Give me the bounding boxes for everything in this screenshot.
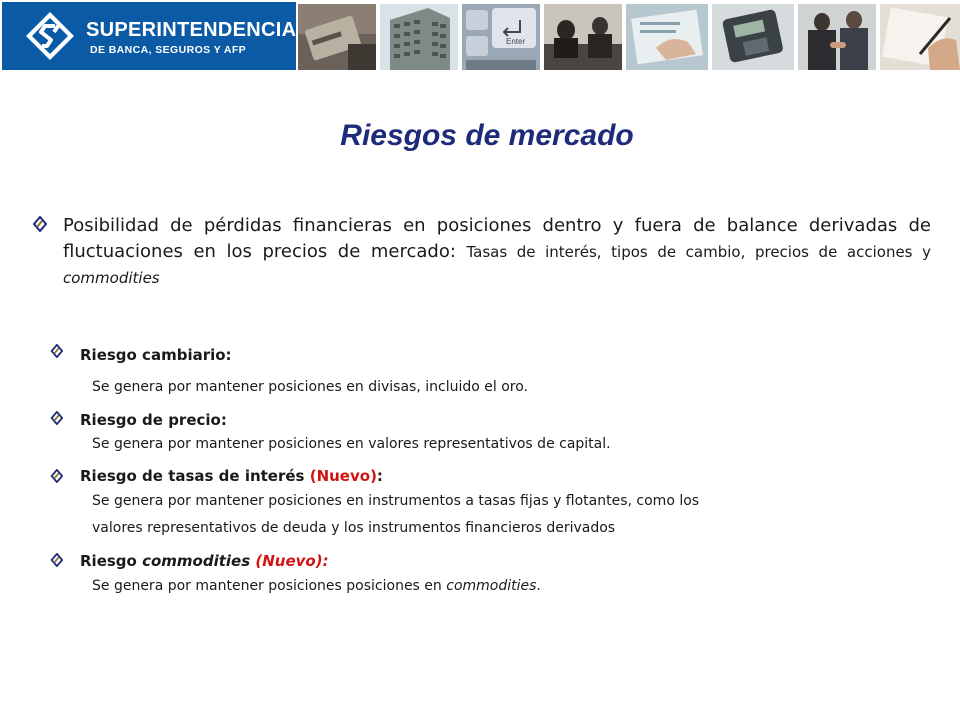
keyboard-enter-photo (462, 4, 540, 70)
item-heading (80, 467, 383, 485)
diamond-bullet-icon (49, 344, 63, 358)
intro-paragraph (63, 213, 931, 291)
item-heading-text: Riesgo (80, 552, 137, 570)
logo-text (86, 20, 296, 56)
item-body: Se genera por mantener posiciones en instrumentos a tasas fijas y flotantes, como los (92, 493, 700, 509)
header-banner (0, 0, 960, 72)
diamond-bullet-icon (31, 216, 47, 232)
item-heading (80, 552, 329, 570)
logo-title: SUPERINTENDENCIA (86, 19, 297, 41)
heading-suffix: : (322, 552, 329, 570)
item-heading-italic: commodities (142, 552, 251, 570)
item-body-end: . (536, 578, 541, 594)
diamond-bullet-icon (49, 469, 63, 483)
building-photo (380, 4, 458, 70)
intro-main: Posibilidad de pérdidas financieras en posiciones dentro y fuera de balance derivadas de fluctuaciones en los precios de mercado: (63, 215, 931, 262)
enter-key-label: Enter (506, 37, 526, 46)
handshake-photo (798, 4, 876, 70)
heading-suffix: : (376, 467, 383, 485)
sbs-diamond-icon (24, 10, 76, 62)
item-body (92, 578, 541, 594)
slide-title: Riesgos de mercado (340, 119, 634, 152)
new-label: (Nuevo) (309, 467, 377, 485)
signing-document-photo (880, 4, 960, 70)
hands-writing-photo (626, 4, 708, 70)
item-body: Se genera por mantener posiciones en valores representativos de capital. (92, 436, 611, 452)
item-body-italic: commodities (446, 578, 537, 594)
item-body-line2: valores representativos de deuda y los instrumentos financieros derivados (92, 520, 616, 536)
sbs-logo[interactable] (2, 2, 296, 70)
intro-detail: Tasas de interés, tipos de cambio, precios de acciones y (466, 243, 931, 261)
item-heading: Riesgo de precio: (80, 411, 227, 429)
logo-subtitle: DE BANCA, SEGUROS Y AFP (90, 44, 247, 56)
credit-card-photo (298, 4, 376, 70)
intro-detail-italic: commodities (63, 269, 160, 287)
item-body-text: Se genera por mantener posiciones posiciones en (92, 578, 442, 594)
item-heading: Riesgo cambiario: (80, 346, 232, 364)
new-label: (Nuevo) (255, 552, 323, 570)
item-body: Se genera por mantener posiciones en divisas, incluido el oro. (92, 379, 528, 395)
diamond-bullet-icon (49, 411, 63, 425)
card-terminal-photo (712, 4, 794, 70)
item-heading-text: Riesgo de tasas de interés (80, 467, 305, 485)
office-people-photo (544, 4, 622, 70)
diamond-bullet-icon (49, 553, 63, 567)
